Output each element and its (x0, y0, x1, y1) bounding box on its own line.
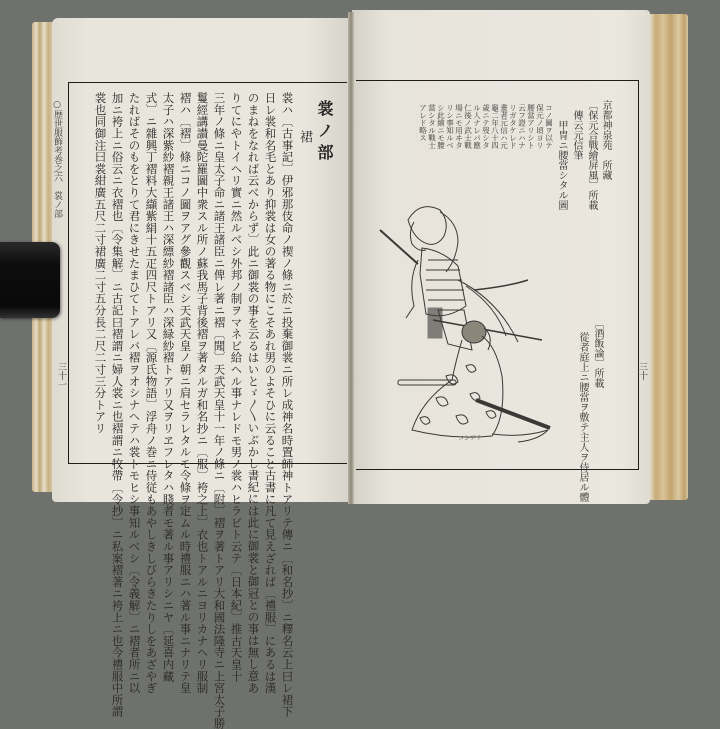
figure-note: 仁後ノ武士戰 (463, 104, 473, 149)
figure-note: アレド略ス (418, 104, 428, 142)
figure-note: 場ニモ用ヰタ (454, 104, 464, 149)
text-column: 太子ハ深紫紗褶親王諸王ハ深縹紗褶諸臣ハ深緑紗褶トアリ又ヲリヱフレタハ賤者モ著ル事アリシニヤ〔延喜内藏 (161, 92, 176, 682)
figure-note: 腰當アリシト (526, 104, 536, 149)
figure-2-label: コシアテ (458, 435, 483, 442)
text-column: 鬘經講讃曼陀羅圖中衆スル所ノ蘇我馬子背後褶ヲ著タルガ和名抄ニ〔服〕袴之上〕衣也トアルニヨリカナヘリ服制 (195, 92, 210, 694)
figure-note: リシ事知ルベ (445, 104, 455, 149)
figure-title: 〔保元合戰繪屏風〕所載 (586, 100, 597, 210)
page-number-left: 三十一 (56, 362, 66, 389)
text-column: 式〕ニ雜興丁褶料大纈紫絹十五疋四尺トアリ又〔源氏物語〕浮舟ノ巻ニ侍従もあやしきしびらきたりしをあざやぎ (144, 92, 159, 694)
figure-note: シ此繪ニモ腰 (436, 104, 446, 149)
book-clip (0, 242, 60, 318)
text-column: 褶ハ〔褶〕條ニコノ圖ヲアグ參觀スベシ天武天皇ノ朝ニ肩セラレタルモ令條ヲ定ムル時禮服ニハ著ル事ニナリテ皇 (178, 92, 193, 694)
figure-note: コノ圖ヲ以テ (544, 104, 554, 149)
subsection-title: 裙 (297, 130, 312, 143)
section-title: 裳ノ部 (315, 100, 334, 166)
text-column: 裳也同御注曰裳紺廣五尺二寸裙廣二寸五分長二尺二寸三分トアリ (93, 92, 108, 435)
figure-2-caption: 從者庭上ニ腰當ヲ敷テ主人ヲ侍居ル體 (577, 332, 588, 502)
figure-source: 京都神泉苑 所藏 (600, 100, 611, 180)
running-title: ○歴世服飾考巻之六 裳ノ部 (52, 100, 62, 218)
seated-figure-illustration (396, 318, 571, 443)
text-column: たればそのもをとりて君にきせたまひてトアレバ褶ヲオシナヘテハ裳トモヒシ事知ルベシ〔令義解〕ニ褶者所ニ以 (127, 92, 142, 694)
figure-caption: 甲冑ニ腰當シタル圖 (556, 120, 567, 210)
page-number-right: 三十 (637, 362, 647, 380)
text-column: 三年ノ條ニ皇太子命ニ諸王諸臣ニ俾レ著ニ褶〔聞〕天武天皇十一年ノ條ニ〔附〕褶ヲ著トアリ大和國法隆寺ニ上宮太子勝 (212, 92, 227, 729)
figure-note: 歳ニテ歿シタ (481, 104, 491, 149)
figure-note: リガタケレド (508, 104, 518, 149)
right-page-edges (650, 14, 688, 500)
figure-note: 畫者元信ハ元 (499, 104, 509, 149)
text-column: 加ニ袴上ニ俗云ニ衣褶也〔令集解〕ニ古記曰褶謂ニ婦人裳ニ也褶謂ニ牧帶〔令抄〕ニ私案褶著ニ袴上ニ也今禮服中所謂 (110, 92, 125, 718)
text-column: 裳ハ〔古事記〕伊邪那伎命ノ禊ノ條ニ於ニ投棄御裳ニ所レ成神名時置師神トアリテ傳ニ〔和名抄〕ニ釋名云上曰レ裙下 (280, 92, 295, 718)
text-column: りてにやトイヘリ實ニ然ルベシ外邦ノ制ヲマネビ給ヘル事ナレドモ男ノ裳ハヒラビト云テ〔日本紀〕推古天皇十 (229, 92, 244, 682)
figure-note: ル人ナレバ應 (472, 104, 482, 149)
figure-2-title: 〔酒飯論〕所載 (592, 318, 603, 388)
text-column: のまねをなれば云べからず〕此ニ御裳の事を云るはいとゞ〳〵いぶかし書紀には此に御裳と御冠との事は無し意あ (246, 92, 261, 694)
figure-note: 當シタル戰士 (427, 104, 437, 149)
text-column: 日レ裳和名毛とあり抑裳は女の著る物にこそあれ男のよそひに云ること古書に凡て見えざれば〔禮服〕にあるは漢 (263, 92, 278, 694)
figure-note: 保元ノ頃ヨリ (535, 104, 545, 149)
figure-artist: 傳云元信筆 (571, 110, 582, 160)
figure-note: 云フ證ニハナ (517, 104, 527, 149)
figure-note: 龜二年八十四 (490, 104, 500, 149)
book-gutter (348, 12, 354, 504)
